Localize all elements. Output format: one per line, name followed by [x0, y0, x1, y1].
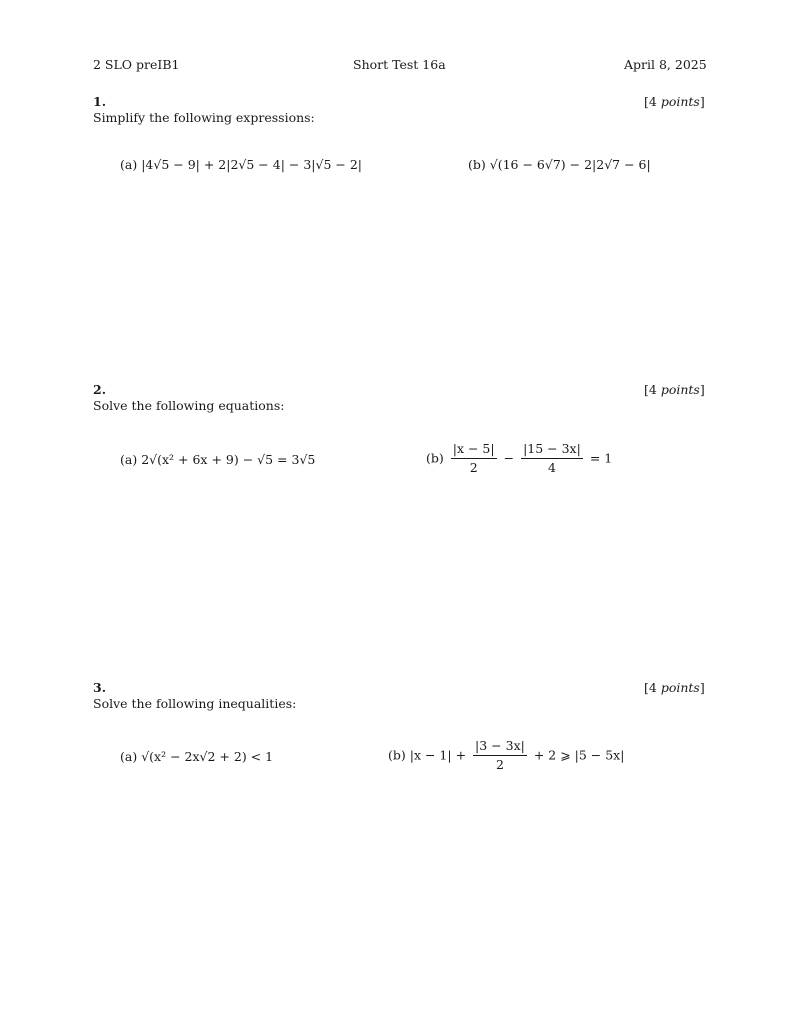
problem-3b	[388, 739, 624, 773]
problem-2b	[426, 442, 612, 476]
problem-1-number: 1.	[93, 94, 107, 109]
problem-2b-fraction-2-denominator: 4	[547, 460, 556, 476]
problem-1b-expression: √(16 − 6√7) − 2|2√7 − 6|	[489, 157, 651, 172]
problem-3a	[120, 750, 273, 764]
problem-2b-fraction-1	[451, 442, 497, 476]
header-date: April 8, 2025	[624, 57, 707, 72]
problem-3a-label: (a)	[120, 749, 138, 764]
problem-3b-lead: |x − 1| +	[409, 747, 467, 763]
problem-2b-tail: = 1	[589, 450, 613, 466]
problem-1a-label: (a)	[120, 157, 138, 172]
problem-2b-fraction-2-numerator: |15 − 3x|	[521, 442, 583, 459]
problem-3a-expression: √(x² − 2x√2 + 2) < 1	[141, 749, 274, 764]
problem-3b-tail: + 2 ⩾ |5 − 5x|	[533, 747, 625, 763]
problem-2a	[120, 453, 315, 467]
problem-2a-label: (a)	[120, 452, 138, 467]
problem-1b	[468, 158, 651, 172]
problem-2-instruction: Solve the following equations:	[93, 398, 285, 413]
header-course: 2 SLO preIB1	[93, 57, 180, 72]
problem-3-points: [4 points]	[644, 680, 705, 695]
problem-3b-fraction	[473, 739, 527, 773]
problem-1a	[120, 158, 362, 172]
problem-1b-label: (b)	[468, 157, 486, 172]
problem-2-number: 2.	[93, 382, 107, 397]
problem-2b-fraction-2	[521, 442, 583, 476]
problem-2b-fraction-1-denominator: 2	[469, 460, 478, 476]
problem-3b-fraction-numerator: |3 − 3x|	[473, 739, 527, 756]
problem-2a-expression: 2√(x² + 6x + 9) − √5 = 3√5	[141, 452, 316, 467]
problem-3-number: 3.	[93, 680, 107, 695]
problem-2b-operator: −	[503, 450, 515, 466]
problem-3-instruction: Solve the following inequalities:	[93, 696, 297, 711]
problem-3b-label: (b)	[388, 747, 406, 763]
problem-3b-fraction-denominator: 2	[495, 757, 504, 773]
problem-2b-label: (b)	[426, 450, 444, 466]
problem-1-points: [4 points]	[644, 94, 705, 109]
problem-2b-fraction-1-numerator: |x − 5|	[451, 442, 497, 459]
problem-2-points: [4 points]	[644, 382, 705, 397]
problem-1a-expression: |4√5 − 9| + 2|2√5 − 4| − 3|√5 − 2|	[141, 157, 362, 172]
problem-1-instruction: Simplify the following expressions:	[93, 110, 315, 125]
header-test-title: Short Test 16a	[353, 57, 446, 72]
